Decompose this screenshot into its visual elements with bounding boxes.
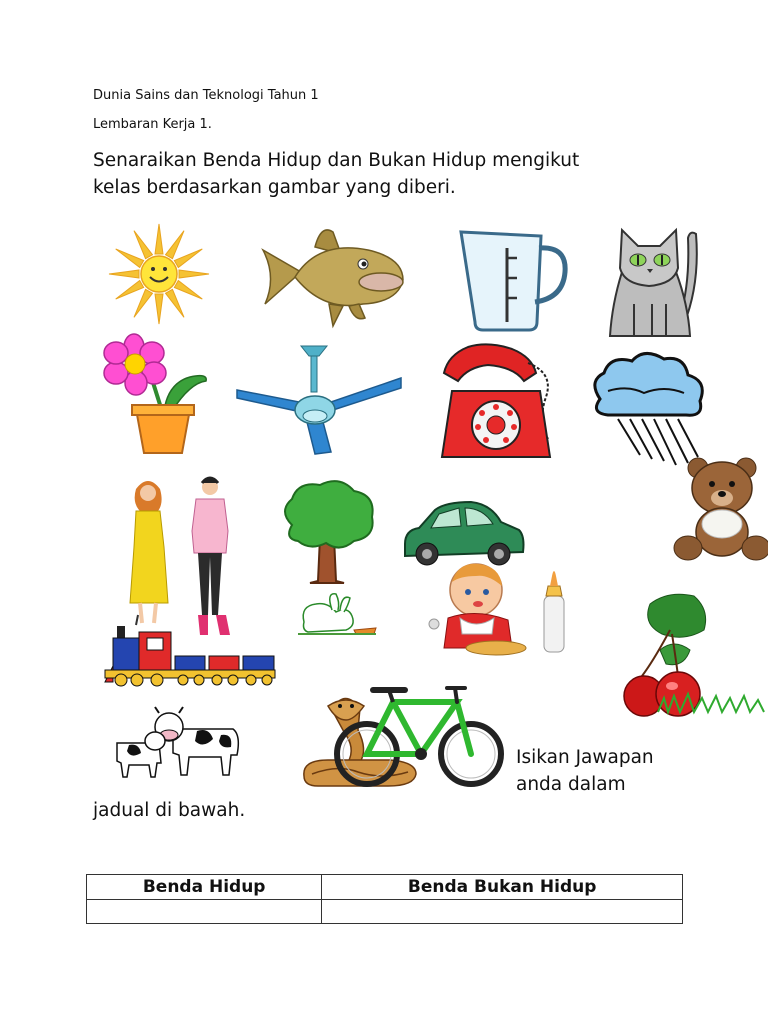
car-icon [401,500,527,568]
instruction [93,147,579,201]
subject-title: Dunia Sains dan Teknologi Tahun 1 [93,88,319,103]
instruction-line-1: Senaraikan Benda Hidup dan Bukan Hidup mengikut [93,150,580,171]
rain-cloud-icon [588,351,710,469]
sun-icon [104,222,214,326]
answer-cell-non-living[interactable] [322,900,683,924]
answer-prompt-line-3: jadual di bawah. [93,800,246,821]
header-living-things: Benda Hidup [87,875,322,900]
header-non-living-things: Benda Bukan Hidup [322,875,683,900]
baby-icon [416,562,572,658]
fish-icon [263,222,408,330]
answer-table [86,874,683,924]
cows-icon [113,705,243,779]
answer-prompt [516,744,654,798]
answer-cell-living[interactable] [87,900,322,924]
rabbit-icon [296,592,378,638]
instruction-line-2: kelas berdasarkan gambar yang diberi. [93,177,456,198]
ceiling-fan-icon [235,346,403,456]
answer-prompt-line-1: Isikan Jawapan [516,747,654,768]
table-header-row [87,875,683,900]
telephone-icon [428,343,560,467]
bicycle-icon [333,684,505,788]
tree-icon [280,481,376,585]
worksheet-title: Lembaran Kerja 1. [93,117,212,132]
train-icon [103,624,276,688]
table-row [87,900,683,924]
women-icon [118,475,248,641]
flower-icon [102,333,210,455]
cat-icon [604,224,704,346]
measuring-jug-icon [455,228,570,332]
cherry-plant-icon [614,590,766,724]
teddy-bear-icon [674,458,768,566]
answer-prompt-line-2: anda dalam [516,774,626,795]
